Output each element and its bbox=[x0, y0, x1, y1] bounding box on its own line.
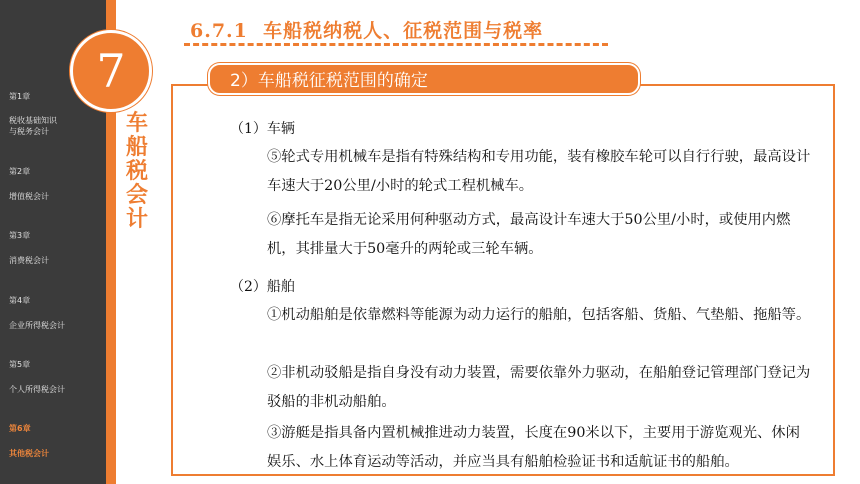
sidebar-item-chapter-2[interactable] bbox=[9, 167, 104, 202]
sidebar-item-chapter-6[interactable] bbox=[9, 424, 104, 459]
sidebar-item-chapter-5[interactable] bbox=[9, 360, 104, 395]
chapter-name: 增值税会计 bbox=[9, 192, 49, 201]
chapter-name: 消费税会计 bbox=[9, 256, 49, 265]
box-title: 2）车船税征税范围的确定 bbox=[208, 63, 640, 95]
sidebar-item-chapter-3[interactable] bbox=[9, 231, 104, 266]
subheading-ships: （2）船舶 bbox=[230, 279, 295, 295]
chapter-number-badge: 7 bbox=[70, 30, 152, 112]
chapter-name: 个人所得税会计 bbox=[9, 385, 65, 394]
chapter-name: 其他税会计 bbox=[9, 449, 49, 458]
chapter-number: 第3章 bbox=[9, 231, 31, 240]
heading-divider bbox=[184, 43, 608, 46]
subheading-vehicles: （1）车辆 bbox=[230, 121, 295, 137]
chapter-number: 第6章 bbox=[9, 424, 31, 433]
paragraph: ②非机动驳船是指自身没有动力装置，需要依靠外力驱动，在船舶登记管理部门登记为驳船的非机动船舶。 bbox=[267, 365, 811, 410]
chapter-name: 企业所得税会计 bbox=[9, 321, 65, 330]
chapter-number: 第2章 bbox=[9, 167, 31, 176]
chapter-number: 第4章 bbox=[9, 296, 31, 305]
paragraph: ③游艇是指具备内置机械推进动力装置，长度在90米以下，主要用于游览观光、休闲娱乐、水上体育运动等活动，并应当具有船舶检验证书和适航证书的船舶。 bbox=[267, 425, 800, 470]
paragraph: ⑥摩托车是指无论采用何种驱动方式，最高设计车速大于50公里/小时，或使用内燃机，其排量大于50毫升的两轮或三轮车辆。 bbox=[267, 212, 791, 257]
paragraph: ①机动船舶是依靠燃料等能源为动力运行的船舶，包括客船、货船、气垫船、拖船等。 bbox=[267, 307, 811, 323]
chapter-name: 税收基础知识 与税务会计 bbox=[9, 116, 57, 136]
sidebar-item-chapter-4[interactable] bbox=[9, 296, 104, 331]
paragraph: ⑤轮式专用机械车是指有特殊结构和专用功能，装有橡胶车轮可以自行行驶，最高设计车速大于20公里/小时的轮式工程机械车。 bbox=[267, 149, 811, 194]
chapter-number: 第5章 bbox=[9, 360, 31, 369]
chapter-number: 第1章 bbox=[9, 92, 31, 101]
section-heading: 6.7.1 车船税纳税人、征税范围与税率 bbox=[190, 20, 544, 42]
vertical-chapter-title: 车船税会计 bbox=[125, 111, 148, 232]
